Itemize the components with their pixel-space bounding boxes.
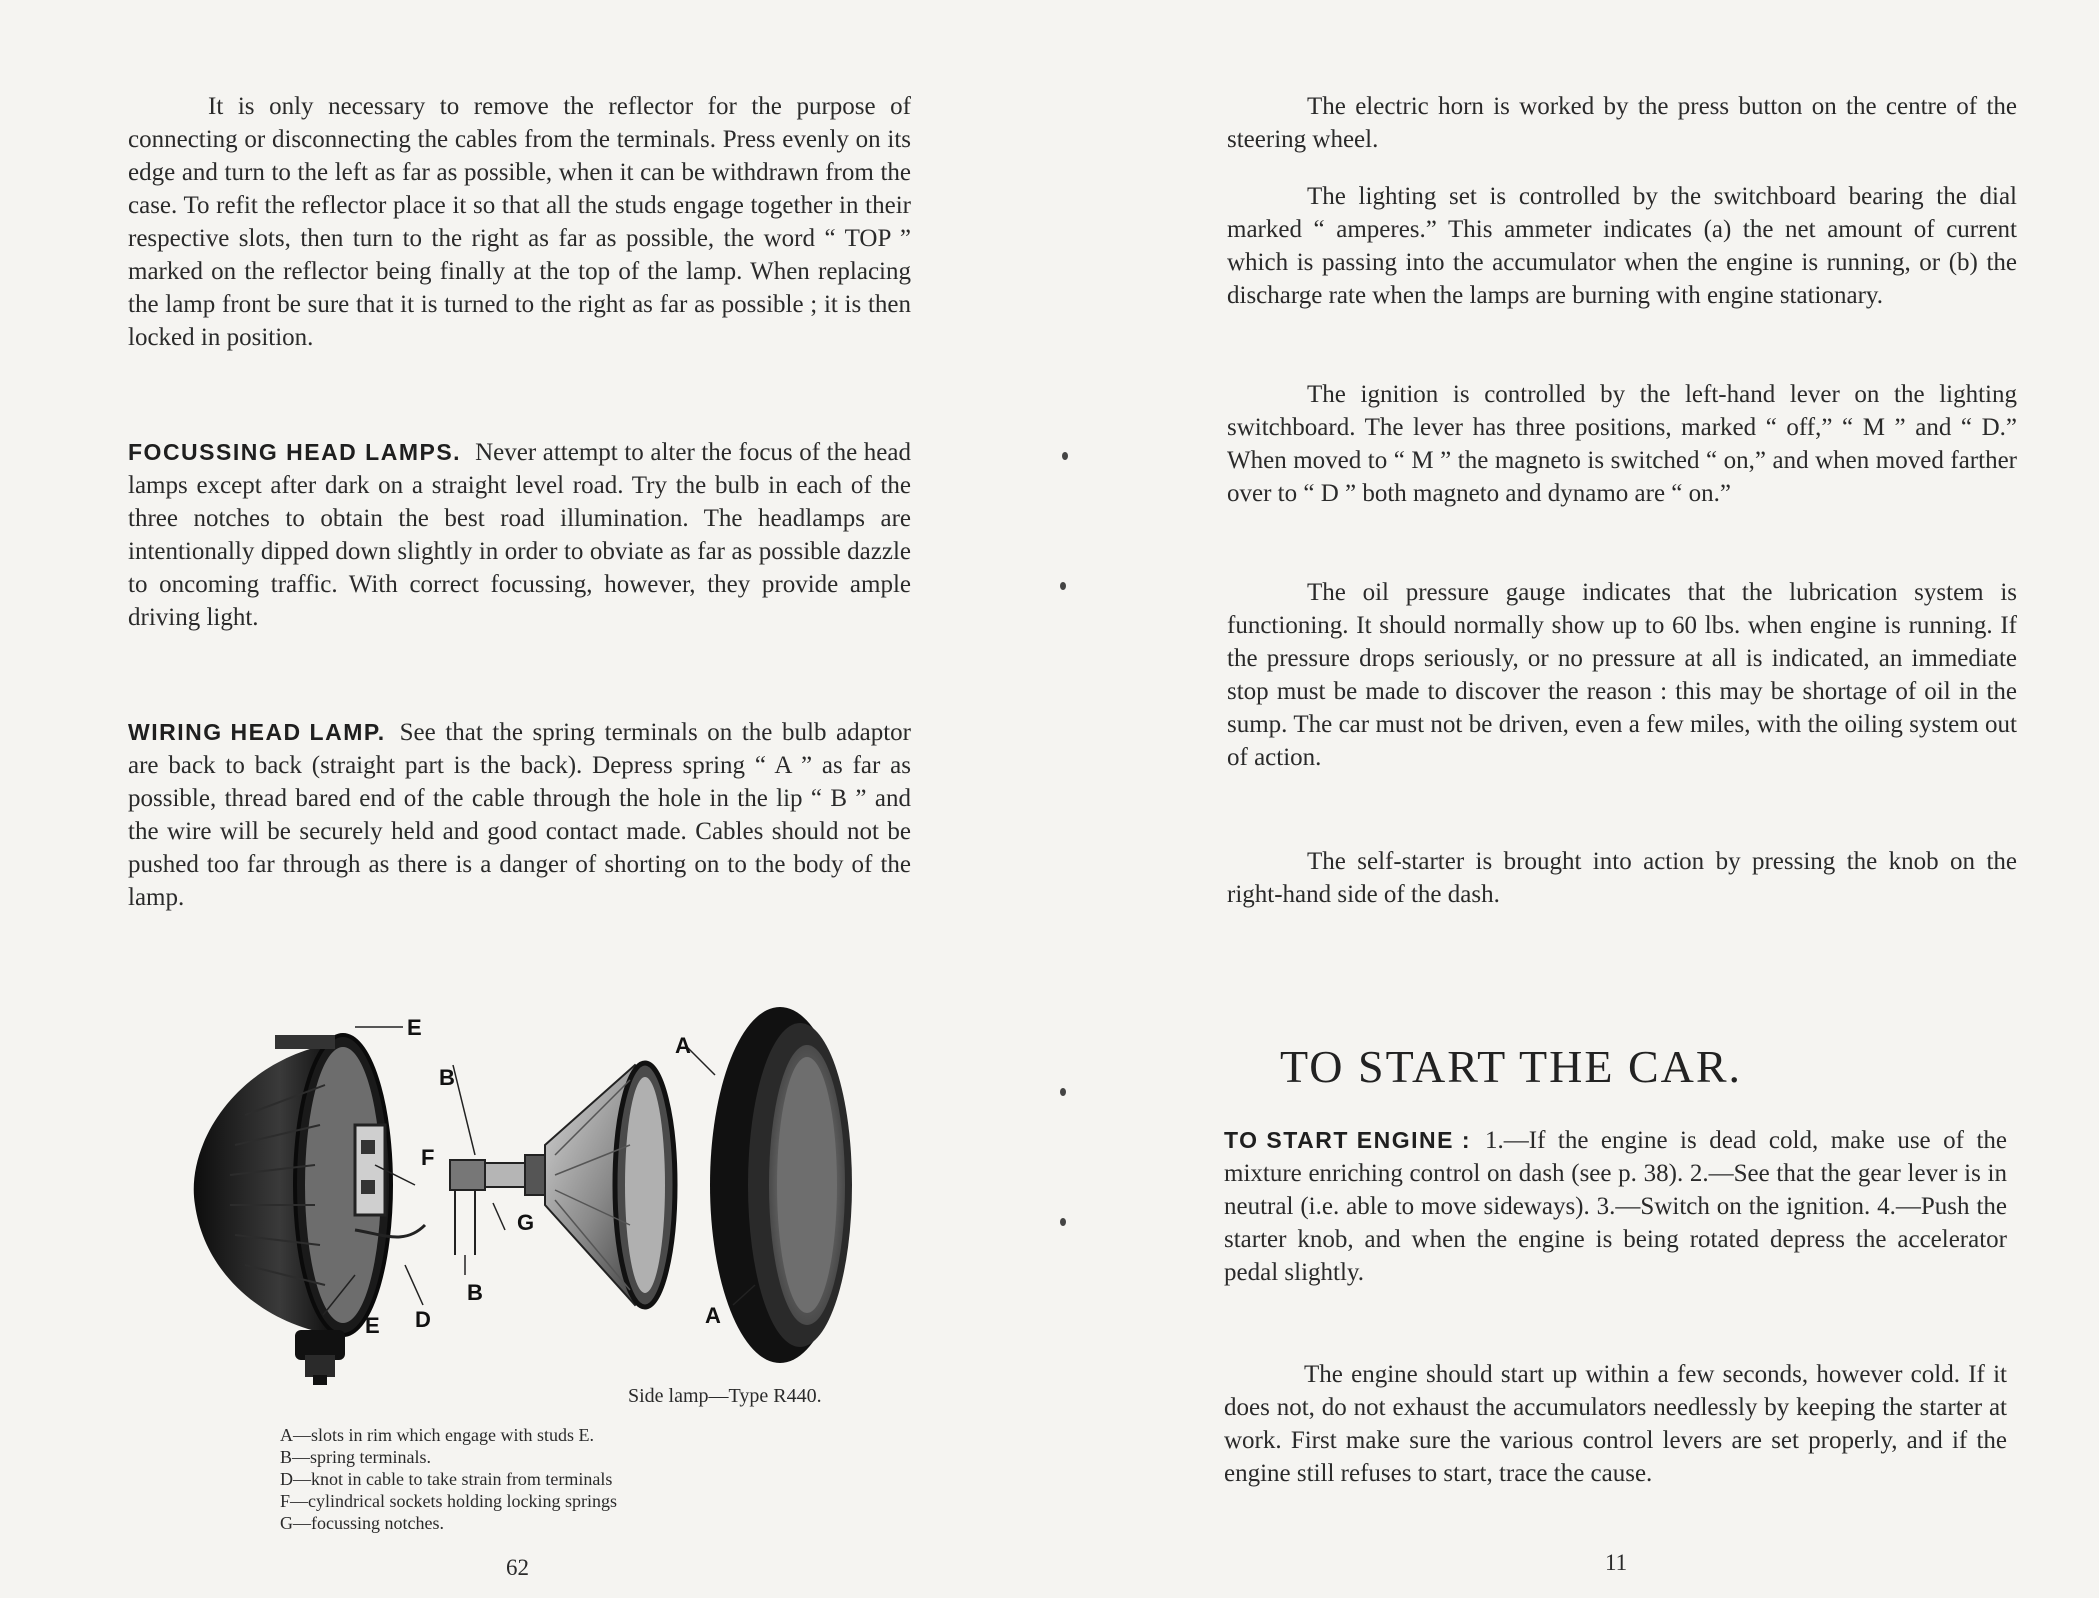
start-engine-heading: TO START ENGINE : xyxy=(1224,1127,1471,1153)
label-B-top: B xyxy=(439,1065,455,1090)
focussing-section xyxy=(128,436,911,634)
engine-start-paragraph: The engine should start up within a few seconds, however cold. If it does not, do not exhaust the accumulators needlessly by keeping the starter at work. First make sure the various control levers are set properly, and if the engine still refuses to start, trace the cause. xyxy=(1224,1361,2007,1487)
focussing-heading: FOCUSSING HEAD LAMPS. xyxy=(128,439,462,465)
reflector-paragraph: It is only necessary to remove the reflector for the purpose of connecting or disconnecting the cables from the terminals. Press evenly on its edge and turn to the left as far as possible, when it can be withdrawn from the case. To refit the reflector place it so that all the studs engage together in their respective slots, then turn to the right as far as possible, the word “ TOP ” marked on the reflector being finally at the top of the lamp. When replacing the lamp front be sure that it is turned to the right as far as possible ; it is then locked in position. xyxy=(128,93,911,351)
legend-item: F—cylindrical sockets holding locking springs xyxy=(280,1491,617,1511)
legend-item: A—slots in rim which engage with studs E. xyxy=(280,1425,594,1445)
page-number-right: 11 xyxy=(1605,1550,1628,1575)
wiring-section xyxy=(128,716,911,914)
section-title: TO START THE CAR. xyxy=(1280,1041,1743,1092)
page-number-left: 62 xyxy=(506,1555,529,1580)
oil-pressure-paragraph: The oil pressure gauge indicates that the lubrication system is functioning. It should normally show up to 60 lbs. when engine is running. If the pressure drops seriously, or no pressure at all is indicated, an immediate stop must be made to discover the reason : this may be shortage of oil in the sump. The car must not be driven, even a few miles, with the oiling system out of action. xyxy=(1227,579,2017,771)
label-F: F xyxy=(421,1145,435,1170)
ignition-paragraph: The ignition is controlled by the left-hand lever on the lighting switchboard. The lever has three positions, marked “ off,” “ M ” and “ D.” When moved to “ M ” the magneto is switched “ on,” and when moved farther over to “ D ” both magneto and dynamo are “ on.” xyxy=(1227,381,2017,507)
start-engine-text: 1.—If the engine is dead cold, make use of the mixture enriching control on dash (see p. 38). 2.—See that the gear lever is in neutral (i.e. able to move sideways). 3.—Switch on the ignition. 4.—Push the starter knob, and when the engine is being rotated depress the accelerator pedal slightly. xyxy=(1224,1127,2007,1286)
reflector xyxy=(545,1063,675,1307)
legend-item: B—spring terminals. xyxy=(280,1447,431,1467)
legend-item: D—knot in cable to take strain from terminals xyxy=(280,1469,613,1489)
label-A-top: A xyxy=(675,1033,691,1058)
horn-paragraph: The electric horn is worked by the press button on the centre of the steering wheel. xyxy=(1227,93,2017,153)
lamp-front-rim xyxy=(710,1007,852,1363)
figure-legend xyxy=(280,1424,617,1534)
wiring-text: See that the spring terminals on the bulb adaptor are back to back (straight part is the back). Depress spring “ A ” as far as possible, thread bared end of the cable through the hole in the lip “ B ” and the wire will be securely held and good contact made. Cables should not be pushed too far through as there is a danger of shorting on to the body of the lamp. xyxy=(128,719,911,911)
focussing-text: Never attempt to alter the focus of the head lamps except after dark on a straight level road. Try the bulb in each of the three notches to obtain the best road illumination. The headlamps are intentionally dipped down slightly in order to obviate as far as possible dazzle to oncoming traffic. With correct focussing, however, they provide ample driving light. xyxy=(128,439,911,631)
self-starter-paragraph: The self-starter is brought into action by pressing the knob on the right-hand side of the dash. xyxy=(1227,848,2017,908)
label-E-top: E xyxy=(407,1015,422,1040)
bulb-adaptor xyxy=(450,1155,545,1255)
side-lamp-figure xyxy=(175,1005,875,1390)
lighting-paragraph: The lighting set is controlled by the switchboard bearing the dial marked “ amperes.” This ammeter indicates (a) the net amount of current which is passing into the accumulator when the engine is running, or (b) the discharge rate when the lamps are burning with engine stationary. xyxy=(1227,183,2017,309)
label-E-bottom: E xyxy=(365,1313,380,1338)
side-lamp-illustration xyxy=(175,1005,875,1385)
label-G: G xyxy=(517,1210,535,1235)
legend-item: G—focussing notches. xyxy=(280,1513,444,1533)
label-A-bottom: A xyxy=(705,1303,721,1328)
wiring-heading: WIRING HEAD LAMP. xyxy=(128,719,386,745)
label-B-bottom: B xyxy=(467,1280,483,1305)
lamp-shell xyxy=(194,1035,425,1385)
figure-caption: Side lamp—Type R440. xyxy=(628,1385,822,1407)
start-engine-section xyxy=(1224,1124,2007,1289)
label-D: D xyxy=(415,1307,431,1332)
